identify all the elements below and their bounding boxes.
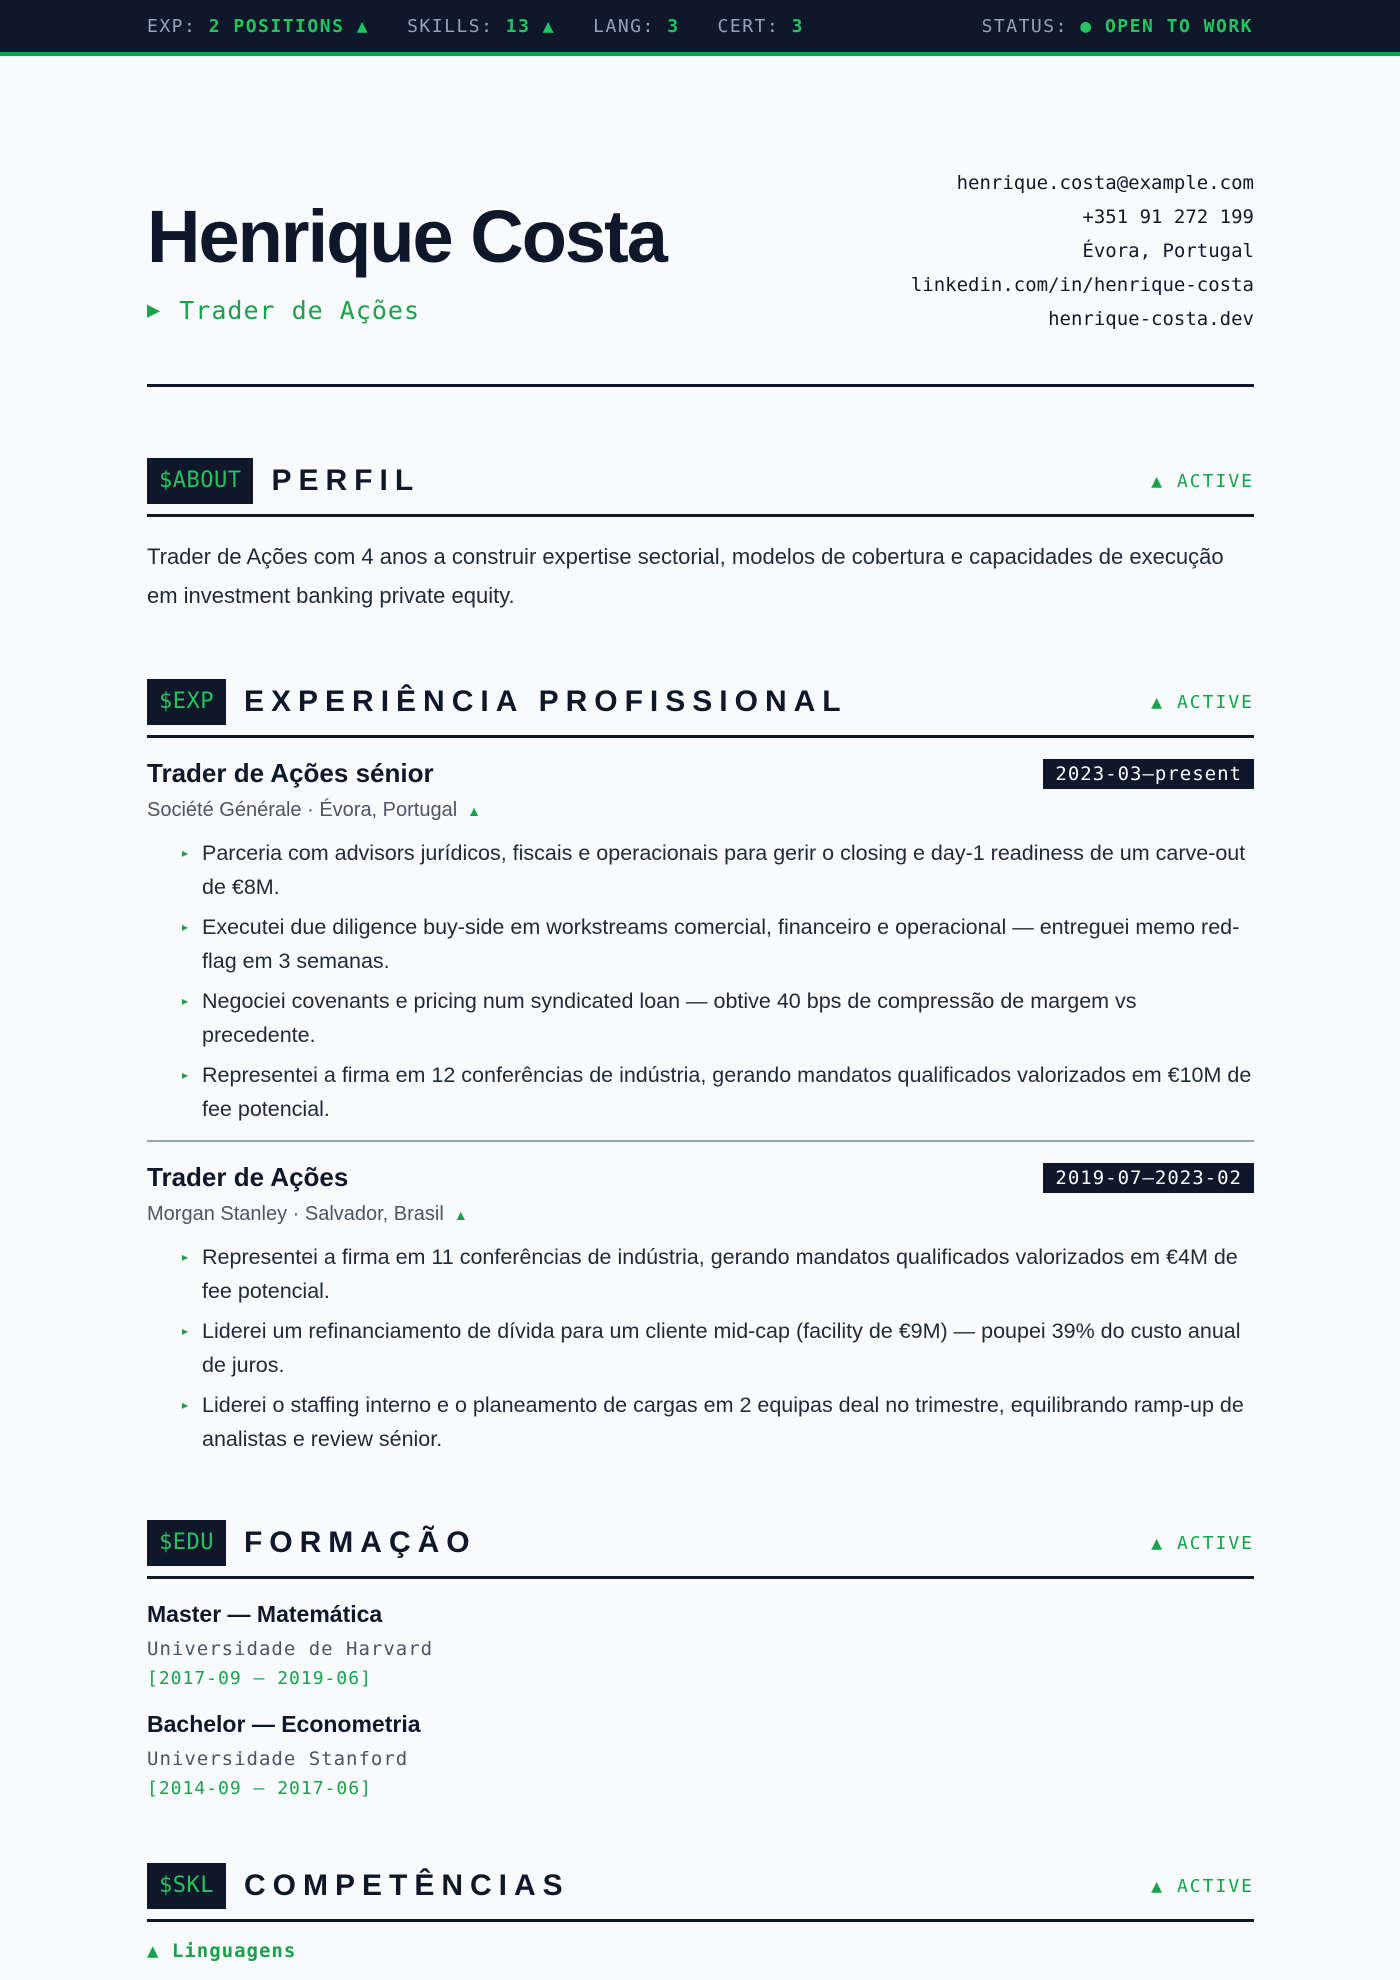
job-bullets bbox=[147, 1240, 1254, 1456]
job-company: Morgan Stanley · Salvador, Brasil ▲ bbox=[147, 1203, 468, 1225]
list-item: ▸ Parceria com advisors jurídicos, fiscais e operacionais para gerir o closing e day-1 readiness de um carve-out de €8M. bbox=[182, 836, 1254, 904]
section-status-about: ▲ ACTIVE bbox=[1151, 470, 1254, 492]
section-header-skills bbox=[147, 1863, 1254, 1922]
stat-experience: EXP: 2 POSITIONS ▲ bbox=[147, 15, 370, 37]
section-education bbox=[147, 1520, 1254, 1799]
bullet-icon: ▸ bbox=[182, 1398, 189, 1412]
job-entry bbox=[147, 1142, 1254, 1456]
job-title: Trader de Ações sénior bbox=[147, 758, 434, 788]
section-title-about: PERFIL bbox=[271, 464, 421, 497]
play-icon: ▶ bbox=[147, 298, 162, 323]
education-school: Universidade Stanford bbox=[147, 1748, 409, 1770]
section-tag-about: $ABOUT bbox=[147, 458, 253, 504]
section-status-skills: ▲ ACTIVE bbox=[1151, 1875, 1254, 1897]
stat-status: STATUS: ● OPEN TO WORK bbox=[981, 15, 1253, 37]
job-dates: 2023-03—present bbox=[1043, 759, 1254, 789]
header-divider bbox=[147, 384, 1254, 387]
profile-summary: Trader de Ações com 4 anos a construir expertise sectorial, modelos de cobertura e capacidades de execução em investment banking private equity. bbox=[147, 544, 1224, 608]
status-bar bbox=[0, 0, 1400, 56]
stat-skills: SKILLS: 13 ▲ bbox=[407, 15, 556, 37]
section-tag-experience: $EXP bbox=[147, 679, 226, 725]
candidate-name: Henrique Costa bbox=[147, 195, 666, 278]
section-title-education: FORMAÇÃO bbox=[243, 1526, 477, 1559]
section-about bbox=[147, 458, 1254, 615]
bullet-icon: ▸ bbox=[182, 994, 189, 1008]
section-title-experience: EXPERIÊNCIA PROFISSIONAL bbox=[243, 685, 848, 718]
section-status-education: ▲ ACTIVE bbox=[1151, 1532, 1254, 1554]
section-header-education bbox=[147, 1520, 1254, 1579]
stat-languages: LANG: 3 bbox=[593, 15, 680, 37]
section-skills bbox=[147, 1863, 1254, 1962]
contact-email[interactable]: henrique.costa@example.com bbox=[956, 172, 1254, 194]
education-school: Universidade de Harvard bbox=[147, 1638, 434, 1660]
section-header-about bbox=[147, 458, 1254, 517]
education-dates: [2014-09 – 2017-06] bbox=[147, 1778, 372, 1799]
bullet-icon: ▸ bbox=[182, 1324, 189, 1338]
education-degree: Master — Matemática bbox=[147, 1601, 383, 1627]
job-company: Société Générale · Évora, Portugal ▲ bbox=[147, 799, 482, 821]
section-status-experience: ▲ ACTIVE bbox=[1151, 691, 1254, 713]
job-entry bbox=[147, 738, 1254, 1142]
education-degree: Bachelor — Econometria bbox=[147, 1711, 421, 1737]
section-title-skills: COMPETÊNCIAS bbox=[243, 1869, 570, 1902]
triangle-icon: ▲ bbox=[467, 803, 482, 819]
list-item: ▸ Representei a firma em 12 conferências de indústria, gerando mandatos qualificados valorizados em €10M de fee potencial. bbox=[182, 1058, 1254, 1126]
education-entry bbox=[147, 1601, 1254, 1689]
education-entry bbox=[147, 1711, 1254, 1799]
list-item: ▸ Negociei covenants e pricing num syndicated loan — obtive 40 bps de compressão de margem vs precedente. bbox=[182, 984, 1254, 1052]
contact-block bbox=[911, 166, 1254, 336]
list-item: ▸ Liderei um refinanciamento de dívida para um cliente mid-cap (facility de €9M) — poupei 39% do custo anual de juros. bbox=[182, 1314, 1254, 1382]
section-header-experience bbox=[147, 679, 1254, 738]
section-tag-education: $EDU bbox=[147, 1520, 226, 1566]
contact-linkedin[interactable]: linkedin.com/in/henrique-costa bbox=[910, 274, 1254, 296]
resume-header bbox=[147, 56, 1254, 388]
education-dates: [2017-09 – 2019-06] bbox=[147, 1668, 372, 1689]
bullet-icon: ▸ bbox=[182, 846, 189, 860]
job-bullets bbox=[147, 836, 1254, 1126]
list-item: ▸ Representei a firma em 11 conferências de indústria, gerando mandatos qualificados valorizados em €4M de fee potencial. bbox=[182, 1240, 1254, 1308]
contact-phone[interactable]: +351 91 272 199 bbox=[1082, 206, 1254, 228]
stat-certifications: CERT: 3 bbox=[717, 15, 804, 37]
candidate-role bbox=[147, 296, 420, 325]
list-item: ▸ Executei due diligence buy-side em workstreams comercial, financeiro e operacional — entreguei memo red-flag em 3 semanas. bbox=[182, 910, 1254, 978]
list-item: ▸ Liderei o staffing interno e o planeamento de cargas em 2 equipas deal no trimestre, equilibrando ramp-up de analistas e review sénior. bbox=[182, 1388, 1254, 1456]
skills-group-label: ▲ Linguagens bbox=[147, 1940, 297, 1962]
resume-page bbox=[147, 56, 1254, 1962]
bullet-icon: ▸ bbox=[182, 1068, 189, 1082]
section-tag-skills: $SKL bbox=[147, 1863, 226, 1909]
section-experience bbox=[147, 679, 1254, 1456]
bullet-icon: ▸ bbox=[182, 1250, 189, 1264]
triangle-icon: ▲ bbox=[453, 1207, 468, 1223]
contact-website[interactable]: henrique-costa.dev bbox=[1048, 308, 1254, 330]
contact-location: Évora, Portugal bbox=[1082, 240, 1254, 262]
job-dates: 2019-07—2023-02 bbox=[1043, 1163, 1254, 1193]
role-label: Trader de Ações bbox=[179, 296, 421, 325]
stats-group bbox=[147, 16, 804, 37]
bullet-icon: ▸ bbox=[182, 920, 189, 934]
job-title: Trader de Ações bbox=[147, 1162, 349, 1192]
